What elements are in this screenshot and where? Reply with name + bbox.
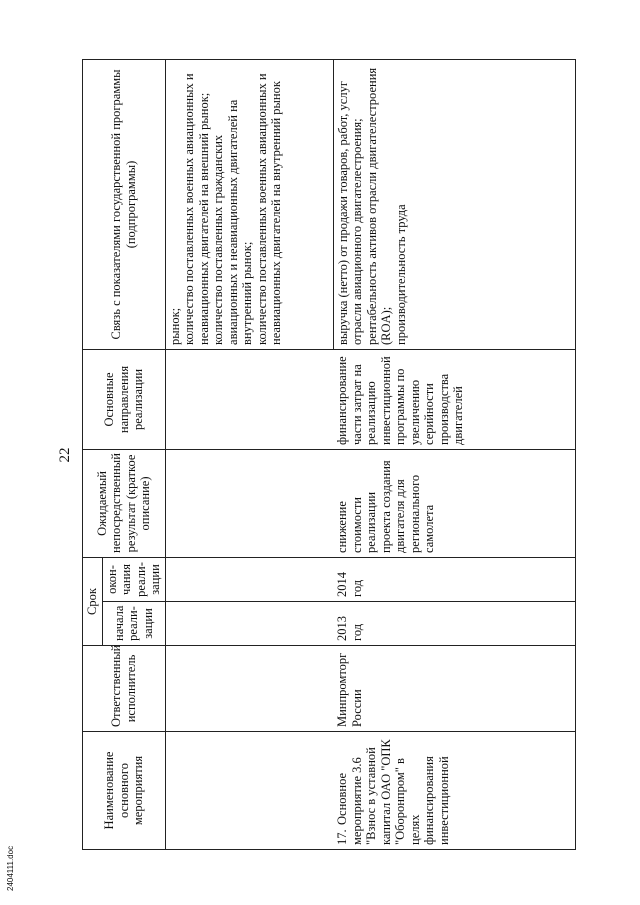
header-result: Ожидаемый непосредственный результат (краткое описание) [83,449,166,557]
row-end: 2014 год [333,557,576,601]
continuation-row [165,59,333,849]
header-term: Срок [83,557,103,645]
header-term-end: окон-чания реали-зации [102,557,165,601]
header-name: Наименование основного мероприятия [83,732,166,850]
program-table [82,59,576,850]
header-row-1 [83,59,103,849]
row-start: 2013 год [333,602,576,646]
row-name: Основное мероприятие 3.6 "Взнос в уставной капитал ОАО "ОПК "Оборонпром" в целях финансирования инвестиционной [335,739,451,845]
header-link: Связь с показателями государственной программы (подпрограммы) [83,59,166,349]
page-number: 22 [57,447,73,463]
rotated-page [56,60,576,850]
header-directions: Основные направления реализации [83,349,166,449]
continuation-link-cell: рынок; количество поставленных военных авиационных и неавиационных двигателей на внешний рынок; количество поставленных гражданских авиационных и неавиационных двигателей на внутренний рынок; количество поставленных военных авиационных и неавиационных двигателей на внутренний рынок [165,59,333,349]
header-term-start: начала реали-зации [102,602,165,646]
footer-file-code-text: 2404111.doc [6,845,15,891]
row-directions: финансирование части затрат на реализацию инвестиционной программы по увеличению серийности производства двигателей [333,349,576,449]
row-link: выручка (нетто) от продажи товаров, работ, услуг отрасли авиационного двигателестроения; рентабельность активов отрасли двигателестроения (ROA); производительность труда [333,59,576,349]
footer-file-code [6,820,18,900]
row-executor: Минпромторг России [333,646,576,732]
row-number: 17. [335,829,349,845]
header-executor: Ответственный исполнитель [83,646,166,732]
table-row [333,59,576,849]
row-result: снижение стоимости реализации проекта создания двигателя для регионального самолета [333,449,576,557]
row-name-cell [333,732,576,850]
